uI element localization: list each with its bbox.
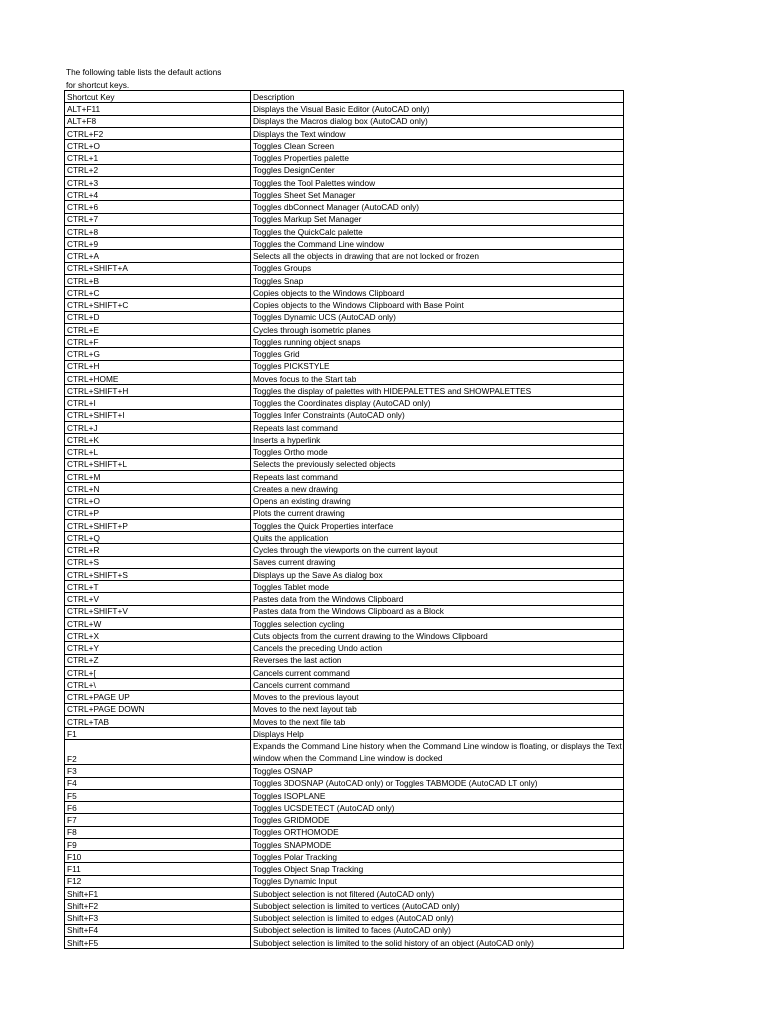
table-row [65, 691, 624, 703]
table-row [65, 900, 624, 912]
description-cell: Toggles 3DOSNAP (AutoCAD only) or Toggles TABMODE (AutoCAD LT only) [251, 777, 624, 789]
shortcut-key-cell: CTRL+B [65, 274, 251, 286]
description-cell: Toggles ISOPLANE [251, 789, 624, 801]
shortcut-key-cell: CTRL+P [65, 507, 251, 519]
description-cell: Toggles Infer Constraints (AutoCAD only) [251, 409, 624, 421]
table-row [65, 189, 624, 201]
description-cell: Moves to the previous layout [251, 691, 624, 703]
shortcut-key-cell: CTRL+T [65, 581, 251, 593]
table-row [65, 262, 624, 274]
description-cell: Toggles running object snaps [251, 336, 624, 348]
shortcut-key-cell: CTRL+W [65, 617, 251, 629]
description-cell: Copies objects to the Windows Clipboard with Base Point [251, 299, 624, 311]
table-row [65, 875, 624, 887]
description-cell: Pastes data from the Windows Clipboard [251, 593, 624, 605]
table-row [65, 323, 624, 335]
shortcut-key-cell: CTRL+I [65, 397, 251, 409]
table-row [65, 311, 624, 323]
shortcut-key-cell: CTRL+G [65, 348, 251, 360]
table-row [65, 765, 624, 777]
table-row [65, 397, 624, 409]
description-cell: Cancels current command [251, 679, 624, 691]
table-row [65, 789, 624, 801]
shortcut-key-cell: CTRL+O [65, 495, 251, 507]
shortcut-key-cell: Shift+F1 [65, 887, 251, 899]
description-cell: Cuts objects from the current drawing to the Windows Clipboard [251, 630, 624, 642]
shortcut-key-cell: CTRL+HOME [65, 372, 251, 384]
table-row [65, 213, 624, 225]
description-cell: Toggles the Coordinates display (AutoCAD only) [251, 397, 624, 409]
description-cell: Toggles Object Snap Tracking [251, 863, 624, 875]
shortcut-key-cell: CTRL+X [65, 630, 251, 642]
shortcut-key-cell: CTRL+7 [65, 213, 251, 225]
description-cell: Subobject selection is limited to the solid history of an object (AutoCAD only) [251, 936, 624, 948]
description-cell: Inserts a hyperlink [251, 434, 624, 446]
shortcut-key-cell: CTRL+8 [65, 225, 251, 237]
shortcut-key-cell: F5 [65, 789, 251, 801]
description-cell: Subobject selection is limited to faces (AutoCAD only) [251, 924, 624, 936]
description-cell: Cancels current command [251, 666, 624, 678]
table-row [65, 495, 624, 507]
shortcut-key-cell: CTRL+Z [65, 654, 251, 666]
description-cell: Moves focus to the Start tab [251, 372, 624, 384]
table-row [65, 593, 624, 605]
description-cell: Creates a new drawing [251, 483, 624, 495]
table-row [65, 703, 624, 715]
description-cell: Toggles Ortho mode [251, 446, 624, 458]
description-cell: Cancels the preceding Undo action [251, 642, 624, 654]
shortcut-key-cell: CTRL+SHIFT+H [65, 385, 251, 397]
table-row [65, 483, 624, 495]
shortcut-key-cell: F3 [65, 765, 251, 777]
description-cell: Reverses the last action [251, 654, 624, 666]
description-cell: Toggles OSNAP [251, 765, 624, 777]
shortcut-key-cell: F4 [65, 777, 251, 789]
shortcut-key-cell: CTRL+[ [65, 666, 251, 678]
table-row [65, 372, 624, 384]
shortcut-key-cell: CTRL+Y [65, 642, 251, 654]
shortcut-key-cell: CTRL+6 [65, 201, 251, 213]
shortcut-key-cell: ALT+F11 [65, 103, 251, 115]
table-row [65, 127, 624, 139]
description-cell: Repeats last command [251, 421, 624, 433]
table-row [65, 863, 624, 875]
table-row [65, 802, 624, 814]
shortcut-key-cell: CTRL+SHIFT+C [65, 299, 251, 311]
shortcut-key-cell: CTRL+K [65, 434, 251, 446]
shortcut-key-cell: CTRL+N [65, 483, 251, 495]
table-row [65, 851, 624, 863]
description-cell: Displays Help [251, 728, 624, 740]
table-row [65, 201, 624, 213]
shortcut-key-cell: F7 [65, 814, 251, 826]
shortcut-key-cell: CTRL+O [65, 140, 251, 152]
shortcut-key-cell: F11 [65, 863, 251, 875]
description-cell: Toggles selection cycling [251, 617, 624, 629]
shortcut-table-body [65, 91, 624, 949]
table-row [65, 630, 624, 642]
shortcut-key-cell: CTRL+2 [65, 164, 251, 176]
table-row [65, 740, 624, 765]
table-row [65, 642, 624, 654]
table-row [65, 434, 624, 446]
table-row [65, 679, 624, 691]
shortcut-key-cell: CTRL+SHIFT+V [65, 605, 251, 617]
shortcut-key-cell: Shift+F3 [65, 912, 251, 924]
shortcut-key-cell: CTRL+F [65, 336, 251, 348]
table-row [65, 409, 624, 421]
table-row [65, 617, 624, 629]
description-cell: Toggles Grid [251, 348, 624, 360]
description-cell: Expands the Command Line history when the Command Line window is floating, or displays the Text window when the Command Line window is docked [251, 740, 624, 765]
table-row [65, 924, 624, 936]
description-cell: Displays the Visual Basic Editor (AutoCAD only) [251, 103, 624, 115]
shortcut-key-cell: CTRL+TAB [65, 715, 251, 727]
table-row [65, 152, 624, 164]
table-row [65, 532, 624, 544]
description-cell: Displays the Text window [251, 127, 624, 139]
table-row [65, 421, 624, 433]
description-cell: Toggles dbConnect Manager (AutoCAD only) [251, 201, 624, 213]
shortcut-key-cell: F10 [65, 851, 251, 863]
description-cell: Subobject selection is limited to vertices (AutoCAD only) [251, 900, 624, 912]
shortcut-key-cell: CTRL+D [65, 311, 251, 323]
table-row [65, 568, 624, 580]
description-cell: Cycles through isometric planes [251, 323, 624, 335]
shortcut-key-cell: CTRL+V [65, 593, 251, 605]
intro-text [66, 66, 266, 91]
table-row [65, 385, 624, 397]
table-row [65, 581, 624, 593]
description-cell: Toggles Tablet mode [251, 581, 624, 593]
shortcut-key-cell: CTRL+Q [65, 532, 251, 544]
description-cell: Toggles DesignCenter [251, 164, 624, 176]
shortcut-key-cell: ALT+F8 [65, 115, 251, 127]
description-cell: Toggles Properties palette [251, 152, 624, 164]
table-row [65, 164, 624, 176]
description-cell: Displays up the Save As dialog box [251, 568, 624, 580]
table-row [65, 470, 624, 482]
shortcut-key-cell: CTRL+\ [65, 679, 251, 691]
shortcut-key-cell: F9 [65, 838, 251, 850]
description-cell: Moves to the next layout tab [251, 703, 624, 715]
table-row [65, 777, 624, 789]
table-row [65, 728, 624, 740]
shortcut-key-cell: CTRL+9 [65, 238, 251, 250]
shortcut-key-cell: CTRL+SHIFT+P [65, 519, 251, 531]
description-cell: Toggles PICKSTYLE [251, 360, 624, 372]
description-cell: Cycles through the viewports on the current layout [251, 544, 624, 556]
table-row [65, 838, 624, 850]
table-row [65, 519, 624, 531]
shortcut-key-cell: Shift+F5 [65, 936, 251, 948]
description-cell: Toggles Snap [251, 274, 624, 286]
shortcut-key-cell: CTRL+SHIFT+L [65, 458, 251, 470]
table-row [65, 287, 624, 299]
description-cell: Toggles the display of palettes with HIDEPALETTES and SHOWPALETTES [251, 385, 624, 397]
table-row [65, 936, 624, 948]
shortcut-key-cell: CTRL+3 [65, 176, 251, 188]
shortcut-key-cell: F8 [65, 826, 251, 838]
shortcut-key-cell: F1 [65, 728, 251, 740]
table-row [65, 225, 624, 237]
table-row [65, 605, 624, 617]
description-cell: Subobject selection is limited to edges (AutoCAD only) [251, 912, 624, 924]
table-row [65, 666, 624, 678]
table-row [65, 826, 624, 838]
description-cell: Toggles Markup Set Manager [251, 213, 624, 225]
table-row [65, 814, 624, 826]
table-row [65, 348, 624, 360]
description-cell: Saves current drawing [251, 556, 624, 568]
table-row [65, 654, 624, 666]
header-shortcut-key: Shortcut Key [65, 91, 251, 103]
description-cell: Toggles the Tool Palettes window [251, 176, 624, 188]
table-row [65, 336, 624, 348]
description-cell: Toggles Dynamic Input [251, 875, 624, 887]
table-row [65, 250, 624, 262]
header-description: Description [251, 91, 624, 103]
shortcut-key-cell: CTRL+F2 [65, 127, 251, 139]
description-cell: Subobject selection is not filtered (AutoCAD only) [251, 887, 624, 899]
description-cell: Moves to the next file tab [251, 715, 624, 727]
shortcut-key-cell: CTRL+PAGE UP [65, 691, 251, 703]
shortcut-key-cell: CTRL+1 [65, 152, 251, 164]
table-row [65, 140, 624, 152]
shortcut-key-cell: CTRL+S [65, 556, 251, 568]
description-cell: Selects the previously selected objects [251, 458, 624, 470]
description-cell: Pastes data from the Windows Clipboard as a Block [251, 605, 624, 617]
shortcut-key-cell: Shift+F2 [65, 900, 251, 912]
description-cell: Copies objects to the Windows Clipboard [251, 287, 624, 299]
table-row [65, 103, 624, 115]
table-row [65, 446, 624, 458]
table-row [65, 274, 624, 286]
table-row [65, 360, 624, 372]
description-cell: Toggles the Command Line window [251, 238, 624, 250]
shortcut-key-cell: F6 [65, 802, 251, 814]
shortcut-key-cell: F2 [65, 740, 251, 765]
description-cell: Quits the application [251, 532, 624, 544]
table-row [65, 544, 624, 556]
shortcut-key-cell: CTRL+L [65, 446, 251, 458]
description-cell: Toggles GRIDMODE [251, 814, 624, 826]
table-header-row [65, 91, 624, 103]
table-row [65, 507, 624, 519]
table-row [65, 238, 624, 250]
shortcut-key-cell: CTRL+SHIFT+I [65, 409, 251, 421]
description-cell: Toggles Sheet Set Manager [251, 189, 624, 201]
description-cell: Toggles UCSDETECT (AutoCAD only) [251, 802, 624, 814]
shortcut-key-cell: CTRL+SHIFT+S [65, 568, 251, 580]
table-row [65, 299, 624, 311]
shortcut-key-cell: CTRL+H [65, 360, 251, 372]
shortcut-key-cell: CTRL+J [65, 421, 251, 433]
table-row [65, 715, 624, 727]
description-cell: Toggles the Quick Properties interface [251, 519, 624, 531]
shortcut-key-cell: CTRL+C [65, 287, 251, 299]
shortcut-key-cell: CTRL+E [65, 323, 251, 335]
table-row [65, 458, 624, 470]
description-cell: Toggles Dynamic UCS (AutoCAD only) [251, 311, 624, 323]
shortcut-key-cell: F12 [65, 875, 251, 887]
description-cell: Toggles ORTHOMODE [251, 826, 624, 838]
shortcut-key-cell: CTRL+PAGE DOWN [65, 703, 251, 715]
shortcut-key-cell: CTRL+4 [65, 189, 251, 201]
description-cell: Toggles Clean Screen [251, 140, 624, 152]
shortcut-table [64, 90, 624, 949]
intro-line-2: for shortcut keys. [66, 79, 130, 90]
shortcut-key-cell: CTRL+R [65, 544, 251, 556]
description-cell: Selects all the objects in drawing that are not locked or frozen [251, 250, 624, 262]
table-row [65, 176, 624, 188]
table-row [65, 887, 624, 899]
shortcut-key-cell: CTRL+SHIFT+A [65, 262, 251, 274]
shortcut-key-cell: CTRL+M [65, 470, 251, 482]
table-row [65, 556, 624, 568]
table-row [65, 115, 624, 127]
description-cell: Displays the Macros dialog box (AutoCAD only) [251, 115, 624, 127]
description-cell: Repeats last command [251, 470, 624, 482]
description-cell: Plots the current drawing [251, 507, 624, 519]
shortcut-key-cell: Shift+F4 [65, 924, 251, 936]
table-row [65, 912, 624, 924]
description-cell: Opens an existing drawing [251, 495, 624, 507]
description-cell: Toggles SNAPMODE [251, 838, 624, 850]
intro-line-1: The following table lists the default actions [66, 67, 222, 77]
description-cell: Toggles Groups [251, 262, 624, 274]
description-cell: Toggles Polar Tracking [251, 851, 624, 863]
description-cell: Toggles the QuickCalc palette [251, 225, 624, 237]
shortcut-key-cell: CTRL+A [65, 250, 251, 262]
